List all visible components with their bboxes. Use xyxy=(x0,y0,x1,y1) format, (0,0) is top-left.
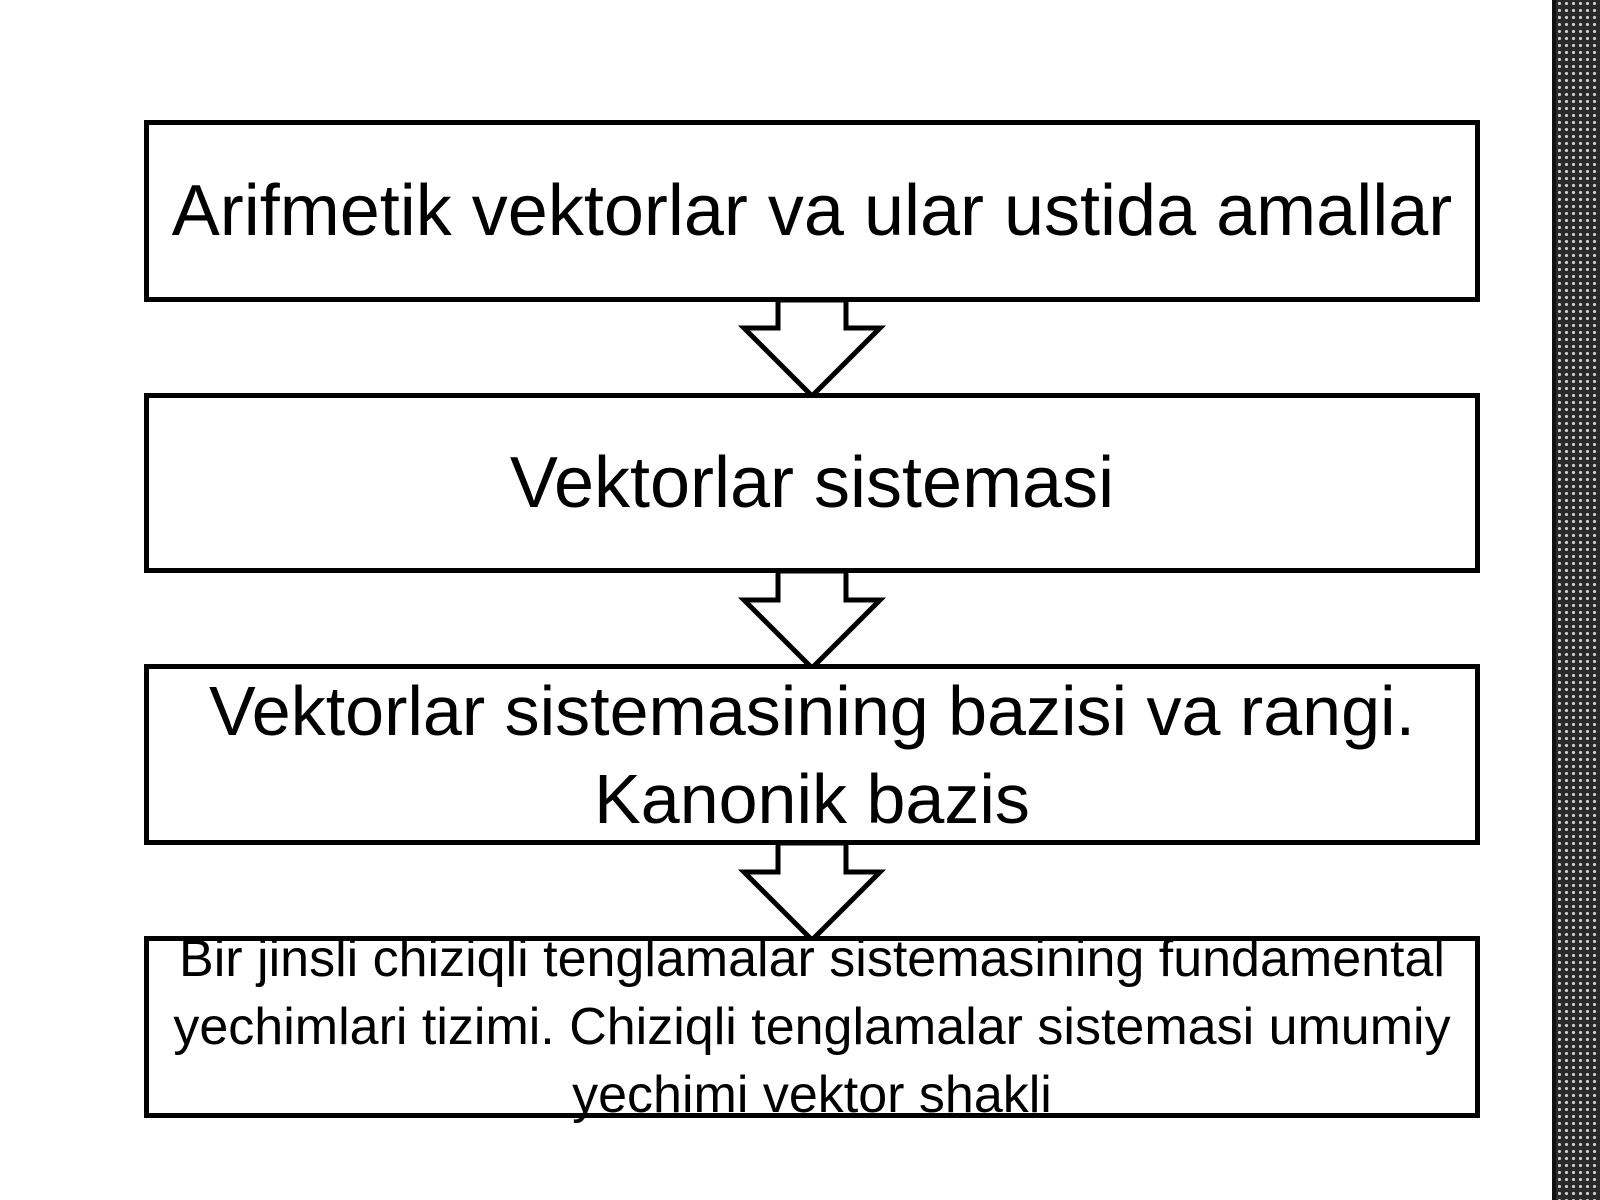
flow-box-label: Vektorlar sistemasi xyxy=(509,443,1115,523)
down-arrow-2 xyxy=(744,571,880,668)
flow-box-label: Vektorlar sistemasining bazisi va rangi. Kanonik bazis xyxy=(208,671,1416,838)
flow-box-label: Bir jinsli chiziqli tenglamalar sistemasining fundamental yechimlari tizimi. Chiziqli tenglamalar sistemasi umumiy yechimi vektor shakli xyxy=(173,930,1451,1124)
down-arrow-1 xyxy=(744,300,880,396)
flow-box-vector-systems xyxy=(144,393,1480,573)
flow-box-vector-operations xyxy=(144,120,1480,302)
flow-box-fundamental-solutions xyxy=(144,930,1480,1124)
flow-box-basis-and-rank xyxy=(144,664,1480,845)
flow-box-label: Arifmetik vektorlar va ular ustida amallar xyxy=(171,171,1453,251)
decorative-pattern-strip xyxy=(1556,0,1600,1200)
